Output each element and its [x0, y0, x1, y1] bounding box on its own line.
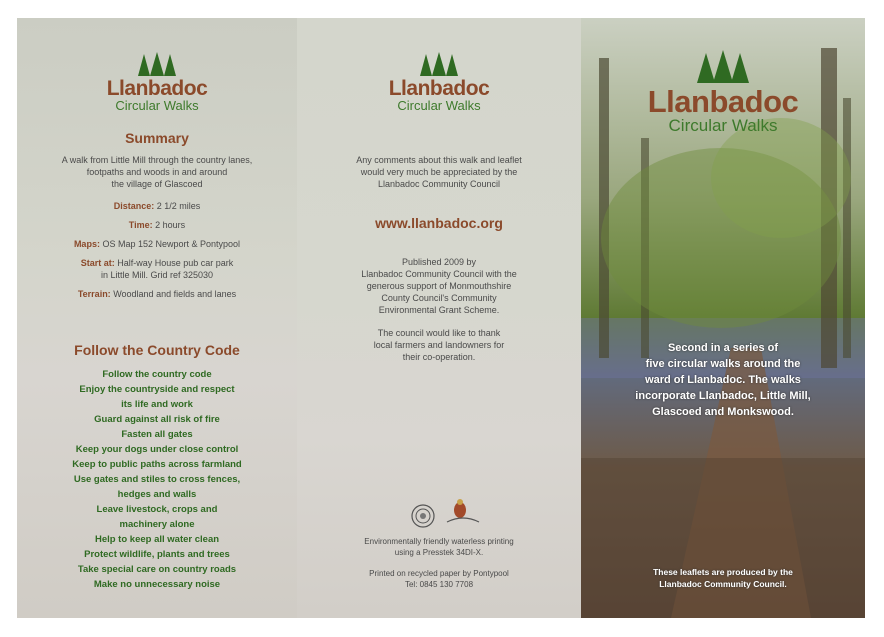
cover-subtitle: Circular Walks — [668, 116, 778, 135]
summary-intro: A walk from Little Mill through the country lanes, footpaths and woods in and around the village of Glascoed — [61, 155, 253, 189]
cover-title: Llanbadoc — [647, 84, 799, 119]
brand-subtitle: Circular Walks — [115, 98, 199, 113]
brand-subtitle: Circular Walks — [397, 98, 481, 113]
brand-logo — [97, 52, 217, 112]
summary-time: Time: 2 hours — [128, 220, 186, 230]
country-code-item: Follow the country code — [102, 369, 212, 380]
country-code-item: Keep your dogs under close control — [75, 444, 239, 455]
country-code-item: Make no unnecessary noise — [93, 579, 221, 590]
country-code-item: Guard against all risk of fire — [94, 414, 220, 425]
summary-start: Start at: Half-way House pub car park in Little Mill. Grid ref 325030 — [80, 258, 234, 280]
paper-text: Printed on recycled paper by Pontypool Tel: 0845 130 7708 — [369, 569, 509, 589]
brand-title: Llanbadoc — [388, 77, 490, 100]
brand-logo-middle — [379, 52, 499, 112]
bird-logo-icon — [443, 496, 483, 533]
country-code-item: machinery alone — [119, 519, 195, 530]
summary-terrain: Terrain: Woodland and fields and lanes — [77, 289, 237, 299]
country-code-item: Take special care on country roads — [77, 564, 237, 575]
website-link[interactable]: www.llanbadoc.org — [375, 215, 503, 231]
trees-icon — [97, 52, 217, 78]
summary-distance: Distance: 2 1/2 miles — [113, 201, 201, 211]
printing-text: Environmentally friendly waterless printing using a Presstek 34DI-X. — [364, 537, 514, 557]
country-code-item: Fasten all gates — [121, 429, 193, 440]
cover-footer: These leaflets are produced by the Llanbadoc Community Council. — [653, 567, 793, 589]
panel-summary — [17, 18, 297, 618]
summary-heading: Summary — [125, 130, 189, 146]
comments-text: Any comments about this walk and leaflet would very much be appreciated by the Llanbadoc Community Council — [356, 155, 522, 189]
brand-title: Llanbadoc — [106, 77, 208, 100]
country-code-item: Leave livestock, crops and — [96, 504, 218, 515]
panel-info — [297, 18, 581, 618]
cover-logo — [623, 50, 823, 134]
country-code-list — [17, 367, 297, 592]
trees-icon — [379, 52, 499, 78]
panel-cover — [581, 18, 865, 618]
thanks-text: The council would like to thank local farmers and landowners for their co-operation. — [373, 328, 505, 362]
country-code-heading: Follow the Country Code — [74, 342, 240, 358]
country-code-item: Protect wildlife, plants and trees — [84, 549, 230, 560]
country-code-item: Keep to public paths across farmland — [72, 459, 242, 470]
country-code-item: Use gates and stiles to cross fences, — [73, 474, 241, 485]
summary-maps: Maps: OS Map 152 Newport & Pontypool — [73, 239, 241, 249]
cover-blurb: Second in a series of five circular walks around the ward of Llanbadoc. The walks incorporate Llanbadoc, Little Mill, Glascoed and Monkswood. — [635, 342, 811, 418]
country-code-item: hedges and walls — [117, 489, 197, 500]
recycle-logo-icon — [411, 504, 435, 533]
leaflet-sheet — [17, 18, 865, 618]
country-code-item: its life and work — [121, 399, 193, 410]
trees-icon — [623, 50, 823, 86]
published-text: Published 2009 by Llanbadoc Community Council with the generous support of Monmouthshire County Council's Community Environmental Grant Scheme. — [361, 257, 517, 315]
country-code-item: Enjoy the countryside and respect — [79, 384, 235, 395]
country-code-item: Help to keep all water clean — [94, 534, 220, 545]
